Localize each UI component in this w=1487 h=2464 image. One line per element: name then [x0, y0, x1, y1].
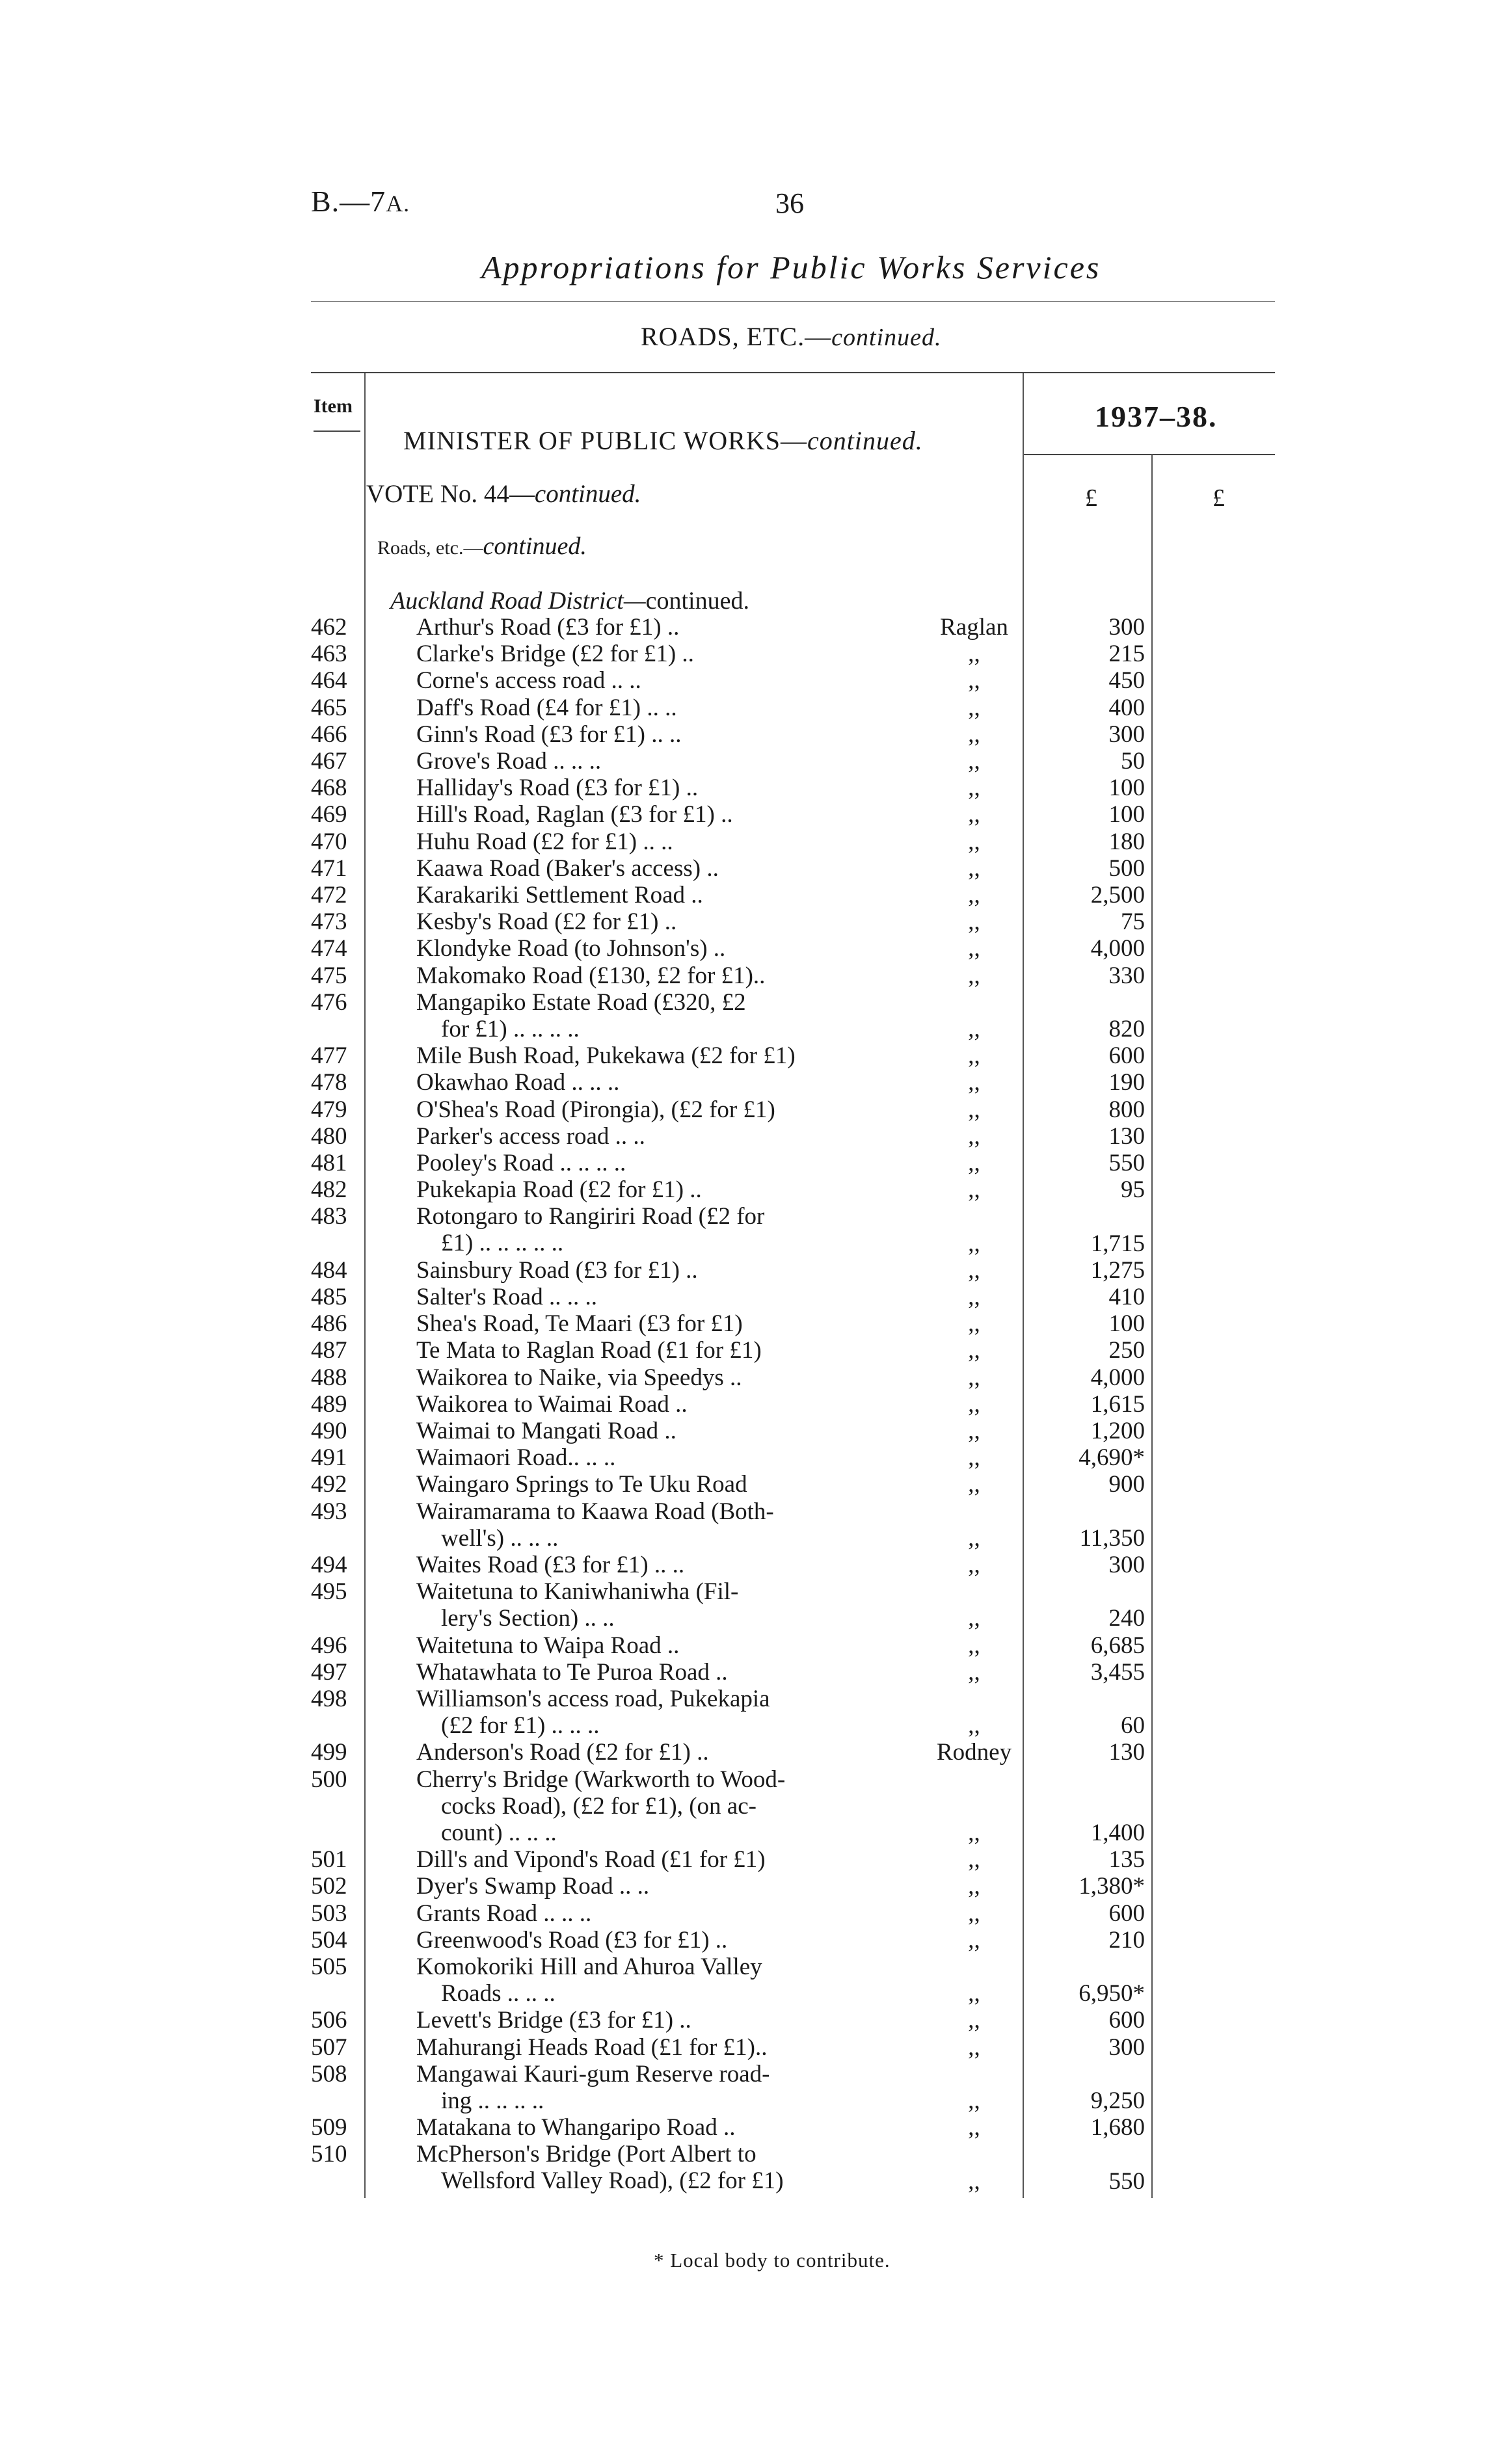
- amount: 130: [1108, 1122, 1145, 1150]
- amount: 550: [1108, 1150, 1145, 1176]
- item-number: 509: [311, 2114, 347, 2141]
- item-description: [416, 1176, 833, 1203]
- item-description: [416, 1257, 833, 1284]
- item-column-header: Item: [314, 395, 353, 417]
- item-description: [416, 989, 833, 1042]
- amount: 6,685: [1090, 1632, 1145, 1659]
- amount: 4,000: [1090, 935, 1145, 962]
- electorate: ,,: [968, 721, 980, 748]
- item-number: 489: [311, 1390, 347, 1418]
- item-description: [416, 1444, 833, 1471]
- item-number: 465: [311, 694, 347, 721]
- description-line: Pooley's Road .. .. .. ..: [416, 1150, 626, 1176]
- description-line: £1) .. .. .. .. ..: [441, 1230, 564, 1257]
- item-description: [416, 1927, 833, 1954]
- electorate: ,,: [968, 641, 980, 668]
- description-line: Waingaro Springs to Te Uku Road: [416, 1471, 747, 1498]
- item-number: 485: [311, 1284, 347, 1310]
- document-code: B.—7A.: [311, 185, 410, 218]
- amount: 210: [1108, 1926, 1145, 1954]
- item-description: [416, 1069, 833, 1096]
- page-title: Appropriations for Public Works Services: [481, 249, 1101, 285]
- item-number: 467: [311, 748, 347, 775]
- item-description: [416, 1766, 833, 1846]
- item-description: [416, 1096, 833, 1123]
- item-description: [416, 667, 833, 694]
- item-number: 508: [311, 2060, 347, 2087]
- electorate: ,,: [968, 1444, 980, 1472]
- item-number: 472: [311, 882, 347, 908]
- currency-label-2: £: [1212, 484, 1225, 512]
- amount: 300: [1108, 2033, 1145, 2061]
- electorate: ,,: [968, 667, 980, 695]
- description-line: Waitetuna to Waipa Road ..: [416, 1632, 680, 1659]
- item-description: [416, 1418, 833, 1444]
- description-line: Dill's and Vipond's Road (£1 for £1): [416, 1846, 766, 1874]
- electorate: ,,: [968, 854, 980, 882]
- electorate: ,,: [968, 1552, 980, 1578]
- item-number: 471: [311, 854, 347, 882]
- amount: 135: [1108, 1846, 1145, 1874]
- vote-heading: VOTE No. 44—continued.: [366, 480, 641, 508]
- item-header-underline: [314, 431, 360, 432]
- item-description: [416, 908, 833, 935]
- subheading-roads: Roads, etc.—continued.: [377, 533, 587, 560]
- item-number: 504: [311, 1926, 347, 1954]
- amount: 95: [1121, 1176, 1145, 1204]
- description-line: Whatawhata to Te Puroa Road ..: [416, 1658, 728, 1686]
- item-number: 505: [311, 1954, 347, 1980]
- description-line: Halliday's Road (£3 for £1) ..: [416, 775, 699, 802]
- item-number: 487: [311, 1337, 347, 1364]
- description-line: Williamson's access road, Pukekapia: [416, 1686, 770, 1712]
- electorate: ,,: [968, 2007, 980, 2034]
- electorate: ,,: [968, 1632, 980, 1659]
- item-number: 491: [311, 1444, 347, 1472]
- item-description: [416, 828, 833, 855]
- item-description: [416, 641, 833, 667]
- electorate: ,,: [968, 1926, 980, 1954]
- currency-label-1: £: [1085, 484, 1097, 512]
- description-line: Levett's Bridge (£3 for £1) ..: [416, 2007, 691, 2034]
- item-number: 481: [311, 1150, 347, 1176]
- amount: 100: [1108, 1310, 1145, 1338]
- description-line: Ginn's Road (£3 for £1) .. ..: [416, 721, 682, 748]
- item-number: 482: [311, 1176, 347, 1204]
- amount: 600: [1108, 2007, 1145, 2034]
- description-line: Salter's Road .. .. ..: [416, 1284, 597, 1310]
- item-description: [416, 1578, 833, 1632]
- description-line: Parker's access road .. ..: [416, 1122, 645, 1150]
- electorate: ,,: [968, 1390, 980, 1418]
- item-number: 500: [311, 1766, 347, 1793]
- amount: 600: [1108, 1042, 1145, 1070]
- item-number: 483: [311, 1203, 347, 1230]
- item-number: 497: [311, 1658, 347, 1686]
- description-line: Mangapiko Estate Road (£320, £2: [416, 988, 746, 1016]
- item-number: 484: [311, 1256, 347, 1284]
- electorate: ,,: [968, 1980, 980, 2007]
- item-description: [416, 855, 833, 882]
- item-description: [416, 1686, 833, 1739]
- amount: 1,380*: [1078, 1873, 1145, 1900]
- item-description: [416, 1391, 833, 1418]
- description-line: cocks Road), (£2 for £1), (on ac-: [441, 1792, 757, 1820]
- amount: 2,500: [1090, 882, 1145, 908]
- electorate: ,,: [968, 1069, 980, 1096]
- item-description: [416, 1364, 833, 1391]
- amount: 60: [1121, 1712, 1145, 1740]
- electorate: ,,: [968, 2167, 980, 2195]
- amount: 300: [1108, 1552, 1145, 1578]
- item-description: [416, 1123, 833, 1150]
- item-description: [416, 2061, 833, 2114]
- description-line: Grove's Road .. .. ..: [416, 748, 602, 775]
- description-line: Anderson's Road (£2 for £1) ..: [416, 1739, 709, 1766]
- amount: 410: [1108, 1284, 1145, 1310]
- description-line: Hill's Road, Raglan (£3 for £1) ..: [416, 801, 733, 828]
- description-line: lery's Section) .. ..: [441, 1605, 615, 1632]
- item-number: 501: [311, 1846, 347, 1874]
- amount: 500: [1108, 854, 1145, 882]
- item-description: [416, 2007, 833, 2033]
- item-number: 498: [311, 1686, 347, 1712]
- item-number: 479: [311, 1096, 347, 1123]
- electorate: ,,: [968, 1524, 980, 1552]
- amount: 4,690*: [1078, 1444, 1145, 1472]
- electorate: ,,: [968, 1337, 980, 1364]
- electorate: ,,: [968, 962, 980, 989]
- item-number: 496: [311, 1632, 347, 1659]
- item-description: [416, 748, 833, 775]
- description-line: well's) .. .. ..: [441, 1524, 559, 1552]
- item-number: 469: [311, 801, 347, 828]
- description-line: Te Mata to Raglan Road (£1 for £1): [416, 1337, 762, 1364]
- amount: 330: [1108, 962, 1145, 989]
- item-description: [416, 2114, 833, 2141]
- description-line: Cherry's Bridge (Warkworth to Wood-: [416, 1766, 786, 1793]
- item-description: [416, 1954, 833, 2007]
- electorate: ,,: [968, 935, 980, 962]
- amount: 1,200: [1090, 1418, 1145, 1444]
- item-description: [416, 614, 833, 641]
- item-number: 493: [311, 1498, 347, 1525]
- description-line: Waitetuna to Kaniwhaniwha (Fil-: [416, 1578, 739, 1606]
- description-line: Dyer's Swamp Road .. ..: [416, 1873, 650, 1900]
- item-number: 476: [311, 988, 347, 1016]
- item-description: [416, 775, 833, 801]
- description-line: Karakariki Settlement Road ..: [416, 882, 703, 908]
- item-number: 492: [311, 1471, 347, 1498]
- item-number: 463: [311, 641, 347, 668]
- description-line: Roads .. .. ..: [441, 1980, 556, 2007]
- description-line: Wellsford Valley Road), (£2 for £1): [441, 2167, 784, 2195]
- minister-heading: MINISTER OF PUBLIC WORKS—continued.: [403, 426, 923, 455]
- item-number: 486: [311, 1310, 347, 1338]
- item-description: [416, 1873, 833, 1900]
- item-description: [416, 962, 833, 989]
- item-description: [416, 1471, 833, 1498]
- item-description: [416, 1900, 833, 1927]
- item-description: [416, 1284, 833, 1310]
- description-line: McPherson's Bridge (Port Albert to: [416, 2141, 757, 2168]
- electorate: ,,: [968, 2033, 980, 2061]
- amount: 130: [1108, 1739, 1145, 1766]
- electorate: ,,: [968, 882, 980, 908]
- description-line: count) .. .. ..: [441, 1819, 557, 1846]
- item-description: [416, 721, 833, 748]
- table-top-rule: [311, 372, 1275, 373]
- amount: 300: [1108, 721, 1145, 748]
- electorate: ,,: [968, 2114, 980, 2141]
- description-line: Komokoriki Hill and Ahuroa Valley: [416, 1954, 762, 1980]
- amount: 450: [1108, 667, 1145, 695]
- amount: 180: [1108, 828, 1145, 855]
- item-number: 495: [311, 1578, 347, 1606]
- year-header-underline: [1023, 454, 1275, 455]
- item-number: 502: [311, 1873, 347, 1900]
- description-line: Mile Bush Road, Pukekawa (£2 for £1): [416, 1042, 796, 1070]
- description-line: Mahurangi Heads Road (£1 for £1)..: [416, 2033, 768, 2061]
- description-line: Okawhao Road .. .. ..: [416, 1069, 620, 1096]
- electorate: ,,: [968, 1230, 980, 1257]
- item-number: 490: [311, 1418, 347, 1444]
- amount: 240: [1108, 1605, 1145, 1632]
- item-number: 470: [311, 828, 347, 855]
- item-number: 510: [311, 2141, 347, 2168]
- amount: 50: [1121, 748, 1145, 775]
- electorate: ,,: [968, 1900, 980, 1927]
- electorate: ,,: [968, 1256, 980, 1284]
- electorate: ,,: [968, 694, 980, 721]
- electorate: ,,: [968, 775, 980, 802]
- description-line: Huhu Road (£2 for £1) .. ..: [416, 828, 673, 855]
- item-description: [416, 1659, 833, 1686]
- item-number: 477: [311, 1042, 347, 1070]
- amount: 1,400: [1090, 1819, 1145, 1846]
- amount: 800: [1108, 1096, 1145, 1123]
- item-description: [416, 1846, 833, 1873]
- description-line: Pukekapia Road (£2 for £1) ..: [416, 1176, 702, 1204]
- amount: 1,680: [1090, 2114, 1145, 2141]
- description-line: Matakana to Whangaripo Road ..: [416, 2114, 736, 2141]
- item-description: [416, 1203, 833, 1256]
- item-description: [416, 935, 833, 962]
- electorate: ,,: [968, 1310, 980, 1338]
- item-number: 473: [311, 908, 347, 936]
- item-description: [416, 2141, 833, 2194]
- electorate: ,,: [968, 908, 980, 936]
- description-line: O'Shea's Road (Pirongia), (£2 for £1): [416, 1096, 775, 1123]
- amount: 100: [1108, 775, 1145, 802]
- item-description: [416, 1150, 833, 1176]
- amount: 6,950*: [1078, 1980, 1145, 2007]
- item-number: 478: [311, 1069, 347, 1096]
- electorate: ,,: [968, 1150, 980, 1176]
- description-line: Waikorea to Waimai Road ..: [416, 1390, 688, 1418]
- electorate: ,,: [968, 1418, 980, 1444]
- amount: 300: [1108, 614, 1145, 641]
- amount: 250: [1108, 1337, 1145, 1364]
- electorate: ,,: [968, 1284, 980, 1310]
- description-line: Waimaori Road.. .. ..: [416, 1444, 616, 1472]
- electorate: ,,: [968, 801, 980, 828]
- item-description: [416, 2034, 833, 2061]
- electorate: ,,: [968, 828, 980, 855]
- item-number: 499: [311, 1739, 347, 1766]
- description-line: Wairamarama to Kaawa Road (Both-: [416, 1498, 774, 1525]
- description-line: Clarke's Bridge (£2 for £1) ..: [416, 641, 694, 668]
- amount: 600: [1108, 1900, 1145, 1927]
- amount: 1,275: [1090, 1256, 1145, 1284]
- amount: 400: [1108, 694, 1145, 721]
- footnote: * Local body to contribute.: [654, 2249, 891, 2272]
- item-number: 475: [311, 962, 347, 989]
- item-description: [416, 1552, 833, 1578]
- amount: 1,615: [1090, 1390, 1145, 1418]
- section-title: ROADS, ETC.—continued.: [641, 322, 942, 351]
- page-number: 36: [775, 187, 804, 219]
- description-line: Waites Road (£3 for £1) .. ..: [416, 1552, 685, 1578]
- item-description: [416, 1337, 833, 1364]
- item-description: [416, 1042, 833, 1069]
- electorate: ,,: [968, 1471, 980, 1498]
- item-number: 474: [311, 935, 347, 962]
- electorate: ,,: [968, 1042, 980, 1070]
- amount-column-right-divider: [1151, 454, 1153, 2198]
- description-line: Waikorea to Naike, via Speedys ..: [416, 1364, 742, 1391]
- item-description: [416, 1498, 833, 1552]
- electorate: ,,: [968, 1364, 980, 1391]
- year-column-header: 1937–38.: [1095, 400, 1218, 433]
- electorate: ,,: [968, 1873, 980, 1900]
- item-number: 468: [311, 775, 347, 802]
- amount: 190: [1108, 1069, 1145, 1096]
- amount: 1,715: [1090, 1230, 1145, 1257]
- electorate: Raglan: [940, 614, 1008, 641]
- amount: 215: [1108, 641, 1145, 668]
- amount: 4,000: [1090, 1364, 1145, 1391]
- electorate: ,,: [968, 1096, 980, 1123]
- description-line: Waimai to Mangati Road ..: [416, 1418, 677, 1444]
- electorate: ,,: [968, 1122, 980, 1150]
- amount: 100: [1108, 801, 1145, 828]
- item-number: 494: [311, 1552, 347, 1578]
- title-rule: [311, 301, 1275, 302]
- description-line: Kesby's Road (£2 for £1) ..: [416, 908, 677, 936]
- description-line: (£2 for £1) .. .. ..: [441, 1712, 600, 1739]
- item-description: [416, 1310, 833, 1337]
- description-line: for £1) .. .. .. ..: [441, 1015, 580, 1042]
- amount-column-left-divider: [1023, 373, 1024, 2198]
- description-line: Kaawa Road (Baker's access) ..: [416, 854, 719, 882]
- description-line: ing .. .. .. ..: [441, 2087, 544, 2114]
- description-line: Grants Road .. .. ..: [416, 1900, 592, 1927]
- electorate: ,,: [968, 1605, 980, 1632]
- description-line: Arthur's Road (£3 for £1) ..: [416, 614, 680, 641]
- item-number: 507: [311, 2033, 347, 2061]
- amount: 820: [1108, 1015, 1145, 1042]
- item-number: 466: [311, 721, 347, 748]
- electorate: ,,: [968, 1712, 980, 1740]
- amount: 3,455: [1090, 1658, 1145, 1686]
- item-number: 503: [311, 1900, 347, 1927]
- district-heading: Auckland Road District—continued.: [390, 587, 749, 615]
- description-line: Daff's Road (£4 for £1) .. ..: [416, 694, 677, 721]
- description-line: Rotongaro to Rangiriri Road (£2 for: [416, 1203, 765, 1230]
- electorate: ,,: [968, 1176, 980, 1204]
- description-line: Klondyke Road (to Johnson's) ..: [416, 935, 726, 962]
- electorate: ,,: [968, 1819, 980, 1846]
- item-description: [416, 882, 833, 908]
- item-description: [416, 695, 833, 721]
- electorate: ,,: [968, 748, 980, 775]
- amount: 900: [1108, 1471, 1145, 1498]
- electorate: ,,: [968, 2087, 980, 2114]
- item-number: 480: [311, 1122, 347, 1150]
- description-line: Shea's Road, Te Maari (£3 for £1): [416, 1310, 743, 1338]
- electorate: ,,: [968, 1015, 980, 1042]
- electorate: ,,: [968, 1846, 980, 1874]
- amount: 550: [1108, 2167, 1145, 2195]
- electorate: Rodney: [937, 1739, 1012, 1766]
- item-description: [416, 1739, 833, 1766]
- item-description: [416, 1632, 833, 1659]
- amount: 75: [1121, 908, 1145, 936]
- item-number: 488: [311, 1364, 347, 1391]
- item-number: 462: [311, 614, 347, 641]
- item-description: [416, 801, 833, 828]
- description-line: Makomako Road (£130, £2 for £1)..: [416, 962, 766, 989]
- description-line: Corne's access road .. ..: [416, 667, 641, 695]
- description-line: Sainsbury Road (£3 for £1) ..: [416, 1256, 698, 1284]
- item-number: 464: [311, 667, 347, 695]
- electorate: ,,: [968, 1658, 980, 1686]
- description-line: Mangawai Kauri-gum Reserve road-: [416, 2060, 770, 2087]
- item-number: 506: [311, 2007, 347, 2034]
- amount: 9,250: [1090, 2087, 1145, 2114]
- amount: 11,350: [1079, 1524, 1145, 1552]
- description-line: Greenwood's Road (£3 for £1) ..: [416, 1926, 728, 1954]
